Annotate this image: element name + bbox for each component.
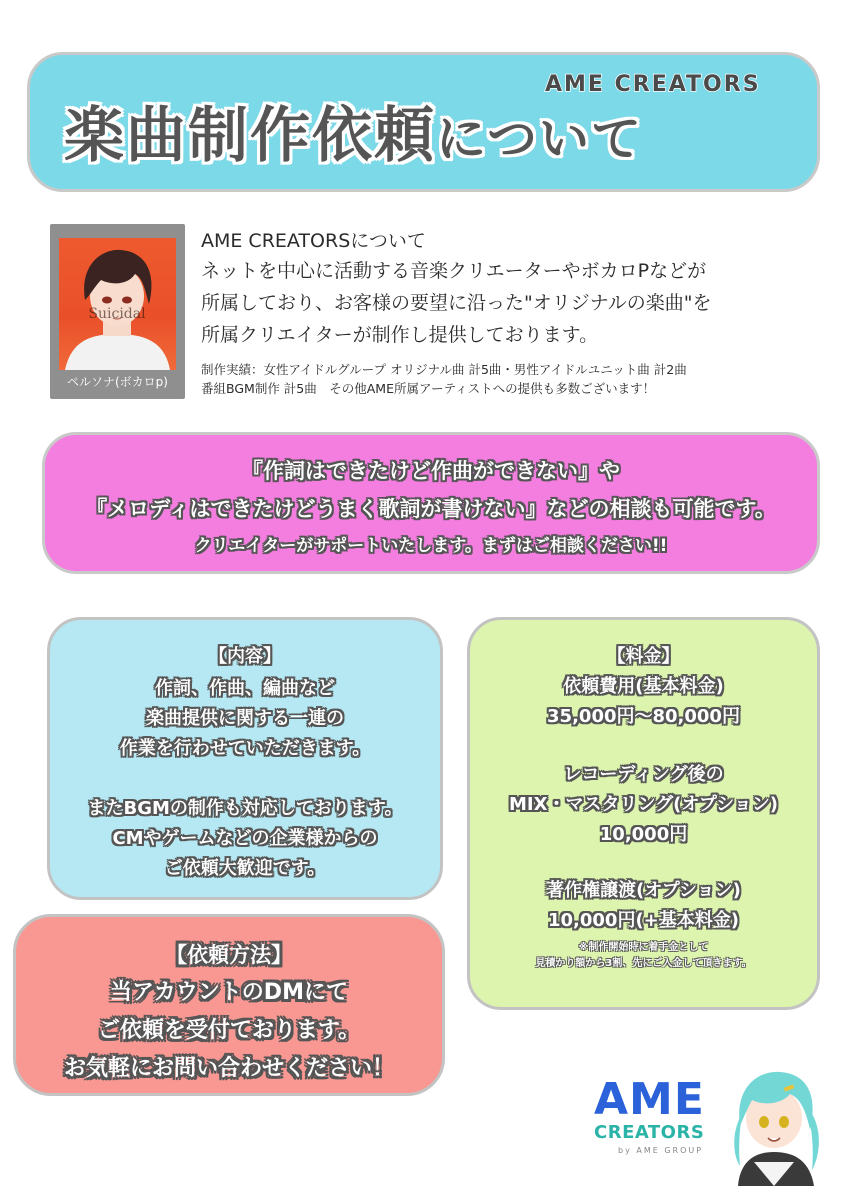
page-title bbox=[64, 88, 794, 174]
brand-subtitle: AME CREATORS bbox=[545, 72, 761, 97]
base-fee-price: 35,000円～80,000円 bbox=[547, 706, 740, 727]
content-line: CMやゲームなどの企業様からの bbox=[112, 828, 378, 849]
pricing-box bbox=[467, 617, 820, 1010]
mascot-character-icon bbox=[718, 1066, 828, 1186]
consult-line: 『メロディはできたけどうまく歌詞が書けない』などの相談も可能です。 bbox=[86, 497, 776, 521]
content-line: 楽曲提供に関する一連の bbox=[146, 708, 344, 729]
method-box bbox=[13, 914, 445, 1096]
copyright-price: 10,000円(+基本料金) bbox=[548, 910, 739, 931]
title-suffix: について bbox=[436, 110, 643, 168]
mix-label: MIX・マスタリング(オプション) bbox=[509, 794, 778, 815]
intro-block bbox=[201, 228, 821, 351]
payment-note: 見積かり額から3割、先にご入金して頂きます。 bbox=[535, 958, 752, 969]
persona-illustration bbox=[59, 238, 176, 370]
content-line: 作詞、作曲、編曲など bbox=[155, 678, 335, 699]
base-fee-label: 依頼費用(基本料金) bbox=[563, 676, 724, 697]
mix-label: レコーディング後の bbox=[563, 764, 724, 785]
achievements bbox=[201, 360, 687, 398]
mix-price: 10,000円 bbox=[599, 824, 688, 845]
intro-line: 所属しており、お客様の要望に沿った"オリジナルの楽曲"を bbox=[201, 292, 712, 314]
persona-caption: ペルソナ(ボカロp) bbox=[67, 375, 168, 389]
pricing-title: 【料金】 bbox=[607, 646, 680, 667]
content-line: ご依頼大歓迎です。 bbox=[164, 858, 326, 879]
svg-text:Suicidal: Suicidal bbox=[88, 306, 146, 322]
method-title: 【依頼方法】 bbox=[166, 943, 292, 967]
copyright-label: 著作権譲渡(オプション) bbox=[546, 880, 741, 901]
title-main: 楽曲制作依頼 bbox=[64, 101, 436, 171]
content-box bbox=[47, 617, 443, 900]
logo-creators-text: CREATORS bbox=[594, 1122, 705, 1143]
persona-card bbox=[50, 224, 185, 399]
intro-line: 所属クリエイターが制作し提供しております。 bbox=[201, 324, 599, 346]
consult-line: 『作詞はできたけど作曲ができない』や bbox=[242, 459, 620, 483]
consult-banner bbox=[42, 432, 820, 574]
payment-note: ※制作開始時に着手金として bbox=[578, 942, 709, 953]
content-line: またBGMの制作も対応しております。 bbox=[87, 798, 403, 819]
method-line: ご依頼を受付ております。 bbox=[97, 1018, 361, 1043]
method-line: 当アカウントのDMにて bbox=[110, 980, 348, 1005]
ame-creators-logo bbox=[590, 1060, 830, 1190]
logo-ame-text: AME bbox=[594, 1074, 705, 1125]
method-line: お気軽にお問い合わせください！ bbox=[63, 1056, 394, 1081]
content-line: 作業を行わせていただきます。 bbox=[119, 738, 371, 759]
logo-group-text: by AME GROUP bbox=[618, 1146, 704, 1155]
content-title: 【内容】 bbox=[209, 646, 281, 667]
intro-heading: AME CREATORSについて bbox=[201, 230, 426, 252]
intro-line: ネットを中心に活動する音楽クリエーターやボカロPなどが bbox=[201, 260, 707, 282]
consult-line: クリエイターがサポートいたします。まずはご相談ください!! bbox=[194, 536, 668, 556]
achievement-line: 番組BGM制作 計5曲 その他AME所属アーティストへの提供も多数ございます！ bbox=[201, 381, 656, 396]
persona-portrait-icon bbox=[59, 238, 176, 370]
achievement-line: 制作実績：女性アイドルグループ オリジナル曲 計5曲・男性アイドルユニット曲 計2曲 bbox=[201, 362, 687, 377]
